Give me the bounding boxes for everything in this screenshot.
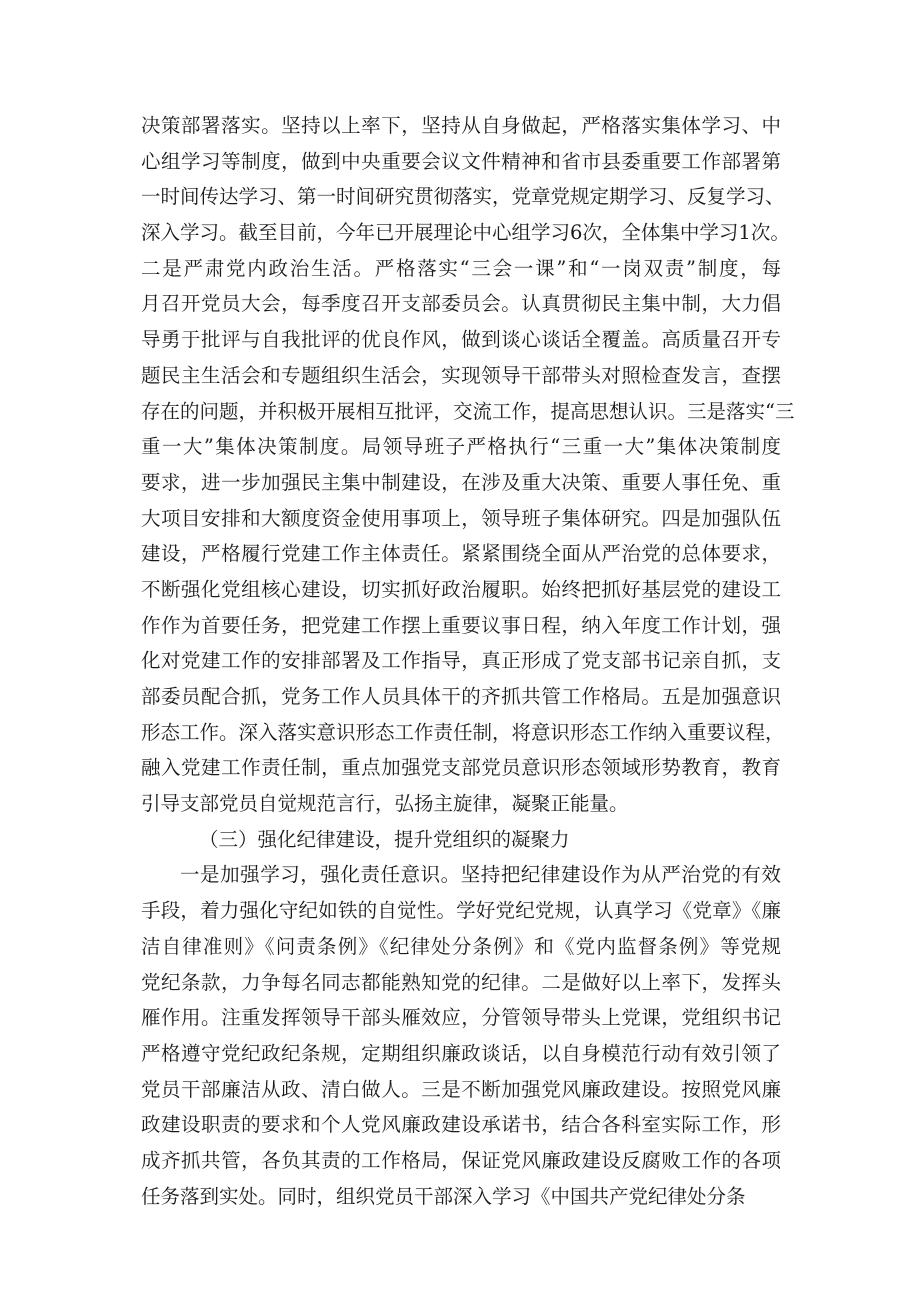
text-line: 不断强化党组核心建设，切实抓好政治履职。始终把抓好基层党的建设工 xyxy=(141,577,781,601)
text-line: 化对党建工作的安排部署及工作指导，真正形成了党支部书记亲自抓，支 xyxy=(141,649,781,673)
text-line: 党纪条款，力争每名同志都能熟知党的纪律。二是做好以上率下，发挥头 xyxy=(141,970,781,994)
text-line: 决策部署落实。坚持以上率下，坚持从自身做起，严格落实集体学习、中 xyxy=(141,114,781,137)
text-line: 洁自律准则》《问责条例》《纪律处分条例》和《党内监督条例》等党规 xyxy=(141,934,781,958)
text-line: 心组学习等制度，做到中央重要会议文件精神和省市县委重要工作部署第 xyxy=(141,149,781,173)
text-line: 严格遵守党纪政纪条规，定期组织廉政谈话，以自身模范行动有效引领了 xyxy=(141,1041,781,1065)
text-line: 二是严肃党内政治生活。严格落实“三会一课”和“一岗双责”制度，每 xyxy=(141,256,781,280)
text-line: 建设，严格履行党建工作主体责任。紧紧围绕全面从严治党的总体要求， xyxy=(141,542,781,566)
text-line: 引导支部党员自觉规范言行，弘扬主旋律，凝聚正能量。 xyxy=(141,792,629,816)
text-line: 一时间传达学习、第一时间研究贯彻落实，党章党规定期学习、反复学习、 xyxy=(141,185,785,209)
section-heading: （三）强化纪律建设，提升党组织的凝聚力 xyxy=(199,827,570,851)
paragraph-discipline xyxy=(141,857,781,1214)
text-line: 月召开党员大会，每季度召开支部委员会。认真贯彻民主集中制，大力倡 xyxy=(141,292,781,316)
text-line: 任务落到实处。同时，组织党员干部深入学习《中国共产党纪律处分条 xyxy=(141,1184,746,1208)
text-line: 融入党建工作责任制，重点加强党支部党员意识形态领域形势教育，教育 xyxy=(141,756,781,780)
text-line: 深入学习。截至目前，今年已开展理论中心组学习6次，全体集中学习1次。 xyxy=(141,221,790,245)
paragraph-party-life xyxy=(141,108,795,822)
text-line: 导勇于批评与自我批评的优良作风，做到谈心谈话全覆盖。高质量召开专 xyxy=(141,328,781,352)
text-line: 存在的问题，并积极开展相互批评，交流工作，提高思想认识。三是落实“三 xyxy=(141,399,795,423)
text-line: 要求，进一步加强民主集中制建设，在涉及重大决策、重要人事任免、重 xyxy=(141,470,781,494)
text-line: 大项目安排和大额度资金使用事项上，领导班子集体研究。四是加强队伍 xyxy=(141,506,781,530)
text-line: 手段，着力强化守纪如铁的自觉性。学好党纪党规，认真学习《党章》《廉 xyxy=(141,899,781,923)
text-line: 形态工作。深入落实意识形态工作责任制，将意识形态工作纳入重要议程， xyxy=(141,720,785,744)
text-line: 雁作用。注重发挥领导干部头雁效应，分管领导带头上党课，党组织书记 xyxy=(141,1006,781,1030)
text-line: 部委员配合抓，党务工作人员具体干的齐抓共管工作格局。五是加强意识 xyxy=(141,685,781,708)
text-line: 作作为首要任务，把党建工作摆上重要议事日程，纳入年度工作计划，强 xyxy=(141,613,781,637)
text-line: 政建设职责的要求和个人党风廉政建设承诺书，结合各科室实际工作，形 xyxy=(141,1113,781,1137)
document-body xyxy=(141,108,795,1214)
text-line: 题民主生活会和专题组织生活会，实现领导干部带头对照检查发言，查摆 xyxy=(141,363,781,387)
text-line: 党员干部廉洁从政、清白做人。三是不断加强党风廉政建设。按照党风廉 xyxy=(141,1077,781,1101)
text-line: 重一大”集体决策制度。局领导班子严格执行“三重一大”集体决策制度 xyxy=(141,435,781,459)
text-line: 成齐抓共管，各负其责的工作格局，保证党风廉政建设反腐败工作的各项 xyxy=(141,1148,781,1172)
text-line: 一是加强学习，强化责任意识。坚持把纪律建设作为从严治党的有效 xyxy=(180,863,781,887)
